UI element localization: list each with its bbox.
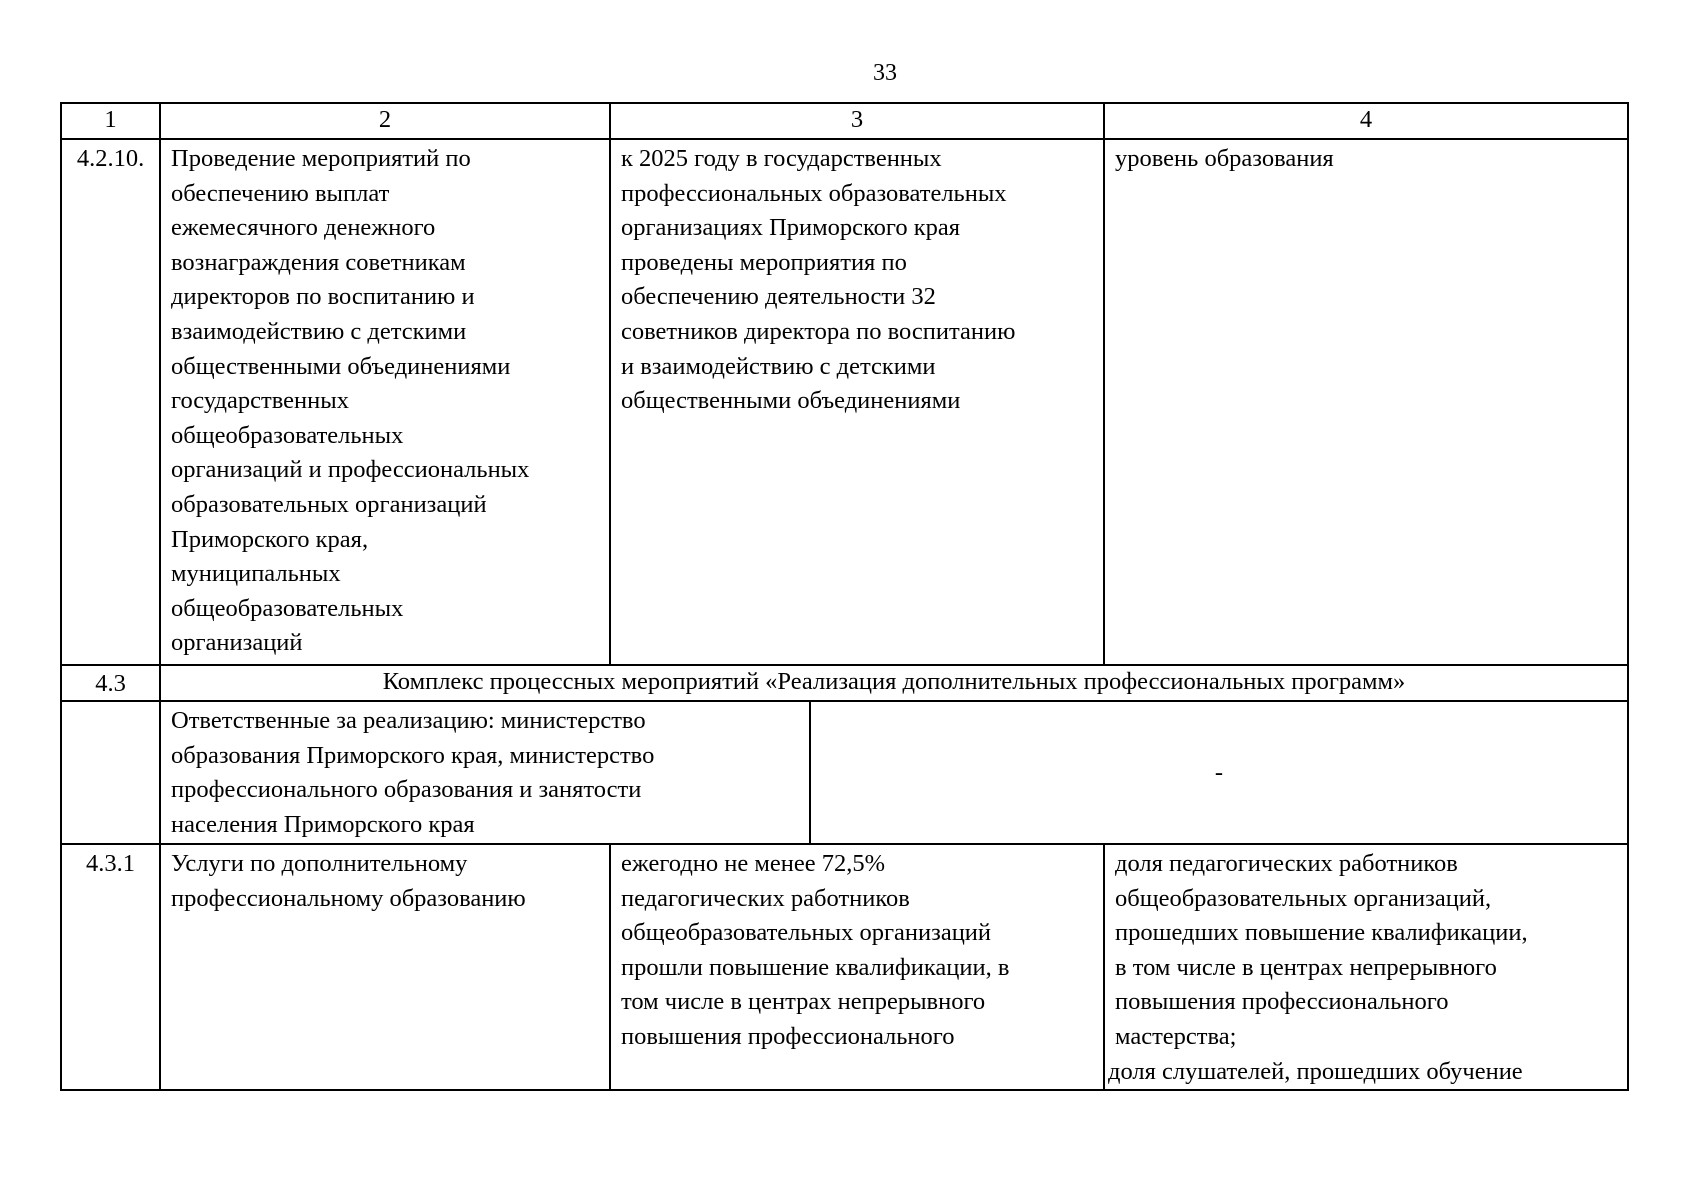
indicator-text: доля педагогических работников общеобразовательных организаций, прошедших повышение квалификации, в том числе в центрах непрерывного повышения профессионального мастерства;: [1115, 850, 1528, 1050]
measure-indicator: [1104, 844, 1628, 1090]
header-col-4: 4: [1104, 103, 1628, 139]
measure-name: Проведение мероприятий по обеспечению выплат ежемесячного денежного вознаграждения советникам директоров по воспитанию и взаимодействию с детскими общественными объединениями государственных общеобразовательных организаций и профессиональных образовательных организаций Приморского края, муниципальных общеобразовательных организаций: [160, 139, 610, 665]
responsible-text: Ответственные за реализацию: министерство образования Приморского края, министерство профессионального образования и занятости населения Приморского края: [160, 701, 810, 844]
table-row-4-2-10: [61, 139, 1628, 665]
section-row-4-3: [61, 665, 1628, 701]
header-col-2: 2: [160, 103, 610, 139]
page-number: 33: [873, 60, 897, 86]
empty-number-cell: [61, 701, 160, 844]
header-col-1: 1: [61, 103, 160, 139]
measure-name: Услуги по дополнительному профессиональному образованию: [160, 844, 610, 1090]
measure-result: к 2025 году в государственных профессиональных образовательных организациях Приморского края проведены мероприятия по обеспечению деятельности 32 советников директора по воспитанию и взаимодействию с детскими общественными объединениями: [610, 139, 1104, 665]
measures-table: [60, 102, 1629, 1091]
measure-indicator: уровень образования: [1104, 139, 1628, 665]
header-col-3: 3: [610, 103, 1104, 139]
section-title: Комплекс процессных мероприятий «Реализация дополнительных профессиональных программ»: [160, 665, 1628, 701]
section-number: 4.3: [61, 665, 160, 701]
responsible-row: [61, 701, 1628, 844]
measure-result: ежегодно не менее 72,5% педагогических работников общеобразовательных организаций прошли повышение квалификации, в том числе в центрах непрерывного повышения профессионального: [610, 844, 1104, 1090]
header-row: [61, 103, 1628, 139]
responsible-value: -: [810, 701, 1628, 844]
indicator-continuation: доля слушателей, прошедших обучение: [1108, 1057, 1523, 1085]
row-number: 4.3.1: [61, 844, 160, 1090]
table-row-4-3-1: [61, 844, 1628, 1090]
row-number: 4.2.10.: [61, 139, 160, 665]
